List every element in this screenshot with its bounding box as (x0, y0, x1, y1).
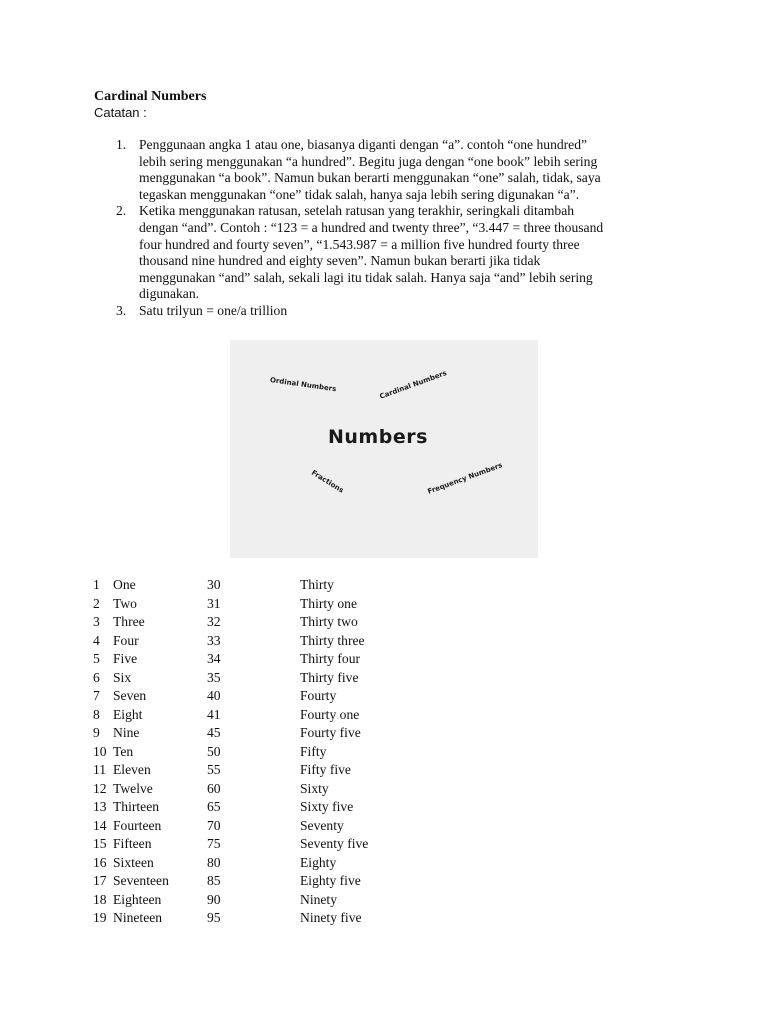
word-cell: Thirty three (300, 632, 365, 648)
table-row (93, 706, 440, 725)
number-cell: 1 (93, 577, 100, 592)
word-cell: Seventy (300, 817, 344, 833)
number-cell: 12 (93, 780, 107, 796)
number-cell: 3 (93, 614, 100, 629)
number-cell: 8 (93, 706, 100, 722)
word-cell: Eighty five (300, 873, 361, 888)
word-cell: Ninety five (300, 910, 362, 925)
numbers-table (93, 576, 440, 928)
note-item (94, 203, 674, 303)
word-cell: Six (113, 669, 132, 685)
note-line: digunakan. (139, 286, 200, 302)
note-line: four hundred and fourty seven”, “1.543.987 = a million five hundred fourty three (139, 236, 580, 252)
table-row (93, 576, 440, 595)
note-line: menggunakan “a book”. Namun bukan berarti menggunakan “one” salah, tidak, saya (139, 170, 601, 186)
table-row (93, 817, 440, 836)
word-cell: Twelve (113, 780, 153, 796)
note-number: 3. (116, 302, 127, 318)
word-cell: Thirteen (113, 799, 160, 814)
word-cell: Nineteen (113, 910, 163, 925)
word-cell: Fourty one (300, 706, 360, 722)
notes-label: Catatan : (94, 105, 147, 120)
number-cell: 14 (93, 817, 107, 833)
word-cell: Two (113, 595, 137, 611)
number-cell: 85 (207, 873, 221, 888)
note-line: dengan “and”. Contoh : “123 = a hundred and twenty three”, “3.447 = three thousand (139, 219, 604, 235)
number-cell: 55 (207, 762, 221, 777)
number-cell: 32 (207, 614, 221, 629)
word-cell: Fourty five (300, 725, 361, 740)
word-cell: Fourty (300, 688, 337, 703)
number-cell: 40 (207, 688, 221, 703)
table-row (93, 632, 440, 651)
number-cell: 9 (93, 725, 100, 740)
note-number: 1. (116, 137, 127, 152)
figure-frequency-label: Frequency Numbers (426, 461, 504, 496)
table-row (93, 872, 440, 891)
number-cell: 80 (207, 854, 221, 870)
word-cell: Five (113, 651, 138, 666)
number-cell: 95 (207, 910, 221, 925)
number-cell: 90 (207, 891, 221, 907)
word-cell: One (113, 577, 136, 592)
note-line: lebih sering menggunakan “a hundred”. Begitu juga dengan “one book” lebih sering (139, 153, 598, 169)
word-cell: Sixty five (300, 799, 354, 814)
word-cell: Sixteen (113, 854, 154, 870)
number-cell: 11 (93, 762, 107, 777)
note-line: menggunakan “and” salah, sekali lagi itu tidak salah. Hanya saja “and” lebih sering (139, 269, 593, 285)
number-cell: 4 (93, 632, 100, 648)
number-cell: 2 (93, 595, 100, 611)
number-cell: 13 (93, 799, 107, 814)
note-number: 2. (116, 203, 127, 219)
number-cell: 10 (93, 743, 107, 759)
table-row (93, 650, 440, 669)
note-line: Satu trilyun = one/a trillion (139, 302, 288, 318)
word-cell: Seven (113, 688, 147, 703)
table-row (93, 909, 440, 928)
note-item (94, 303, 674, 320)
number-cell: 15 (93, 836, 107, 851)
number-cell: 7 (93, 688, 100, 703)
figure-cardinal-label: Cardinal Numbers (378, 369, 448, 401)
numbers-table-body (93, 576, 440, 928)
number-cell: 34 (207, 651, 221, 666)
word-cell: Thirty (300, 577, 334, 592)
word-cell: Ten (113, 743, 134, 759)
number-cell: 5 (93, 651, 100, 666)
word-cell: Fifty (300, 743, 327, 759)
word-cell: Fourteen (113, 817, 162, 833)
number-cell: 31 (207, 595, 221, 611)
note-item (94, 137, 674, 203)
table-row (93, 891, 440, 910)
table-row (93, 743, 440, 762)
number-cell: 41 (207, 706, 221, 722)
word-cell: Eleven (113, 762, 151, 777)
table-row (93, 669, 440, 688)
word-cell: Seventy five (300, 836, 369, 851)
word-cell: Sixty (300, 780, 329, 796)
table-row (93, 761, 440, 780)
notes-list (94, 137, 674, 320)
number-cell: 60 (207, 780, 221, 796)
word-cell: Eight (113, 706, 143, 722)
word-cell: Nine (113, 725, 140, 740)
number-cell: 30 (207, 577, 221, 592)
table-row (93, 780, 440, 799)
word-cell: Eighty (300, 854, 337, 870)
number-cell: 70 (207, 817, 221, 833)
figure-main-label: Numbers (328, 426, 428, 448)
note-line: Ketika menggunakan ratusan, setelah ratusan yang terakhir, seringkali ditambah (139, 203, 575, 219)
word-cell: Thirty one (300, 595, 358, 611)
word-cell: Thirty five (300, 669, 359, 685)
table-row (93, 687, 440, 706)
number-cell: 65 (207, 799, 221, 814)
table-row (93, 613, 440, 632)
figure-fractions-label: Fractions (309, 468, 345, 495)
word-cell: Thirty four (300, 651, 361, 666)
table-row (93, 595, 440, 614)
note-line: thousand nine hundred and eighty seven”. Namun bukan berarti jika tidak (139, 253, 541, 269)
number-cell: 33 (207, 632, 221, 648)
number-cell: 17 (93, 873, 107, 888)
numbers-figure (230, 340, 538, 558)
number-cell: 18 (93, 891, 107, 907)
number-cell: 6 (93, 669, 100, 685)
figure-ordinal-label: Ordinal Numbers (269, 376, 337, 394)
number-cell: 16 (93, 854, 107, 870)
number-cell: 45 (207, 725, 221, 740)
number-cell: 35 (207, 669, 221, 685)
number-cell: 50 (207, 743, 221, 759)
word-cell: Seventeen (113, 873, 169, 888)
table-row (93, 835, 440, 854)
word-cell: Ninety (300, 891, 337, 907)
number-cell: 75 (207, 836, 221, 851)
document-title: Cardinal Numbers (94, 89, 207, 104)
note-line: tegaskan menggunakan “one” tidak salah, hanya saja lebih sering digunakan “a”. (139, 186, 580, 202)
number-cell: 19 (93, 910, 107, 925)
word-cell: Four (113, 632, 139, 648)
word-cell: Thirty two (300, 614, 358, 629)
word-cell: Fifteen (113, 836, 152, 851)
table-row (93, 798, 440, 817)
table-row (93, 854, 440, 873)
note-line: Penggunaan angka 1 atau one, biasanya diganti dengan “a”. contoh “one hundred” (139, 137, 588, 152)
word-cell: Eighteen (113, 891, 162, 907)
word-cell: Fifty five (300, 762, 351, 777)
table-row (93, 724, 440, 743)
word-cell: Three (113, 614, 145, 629)
